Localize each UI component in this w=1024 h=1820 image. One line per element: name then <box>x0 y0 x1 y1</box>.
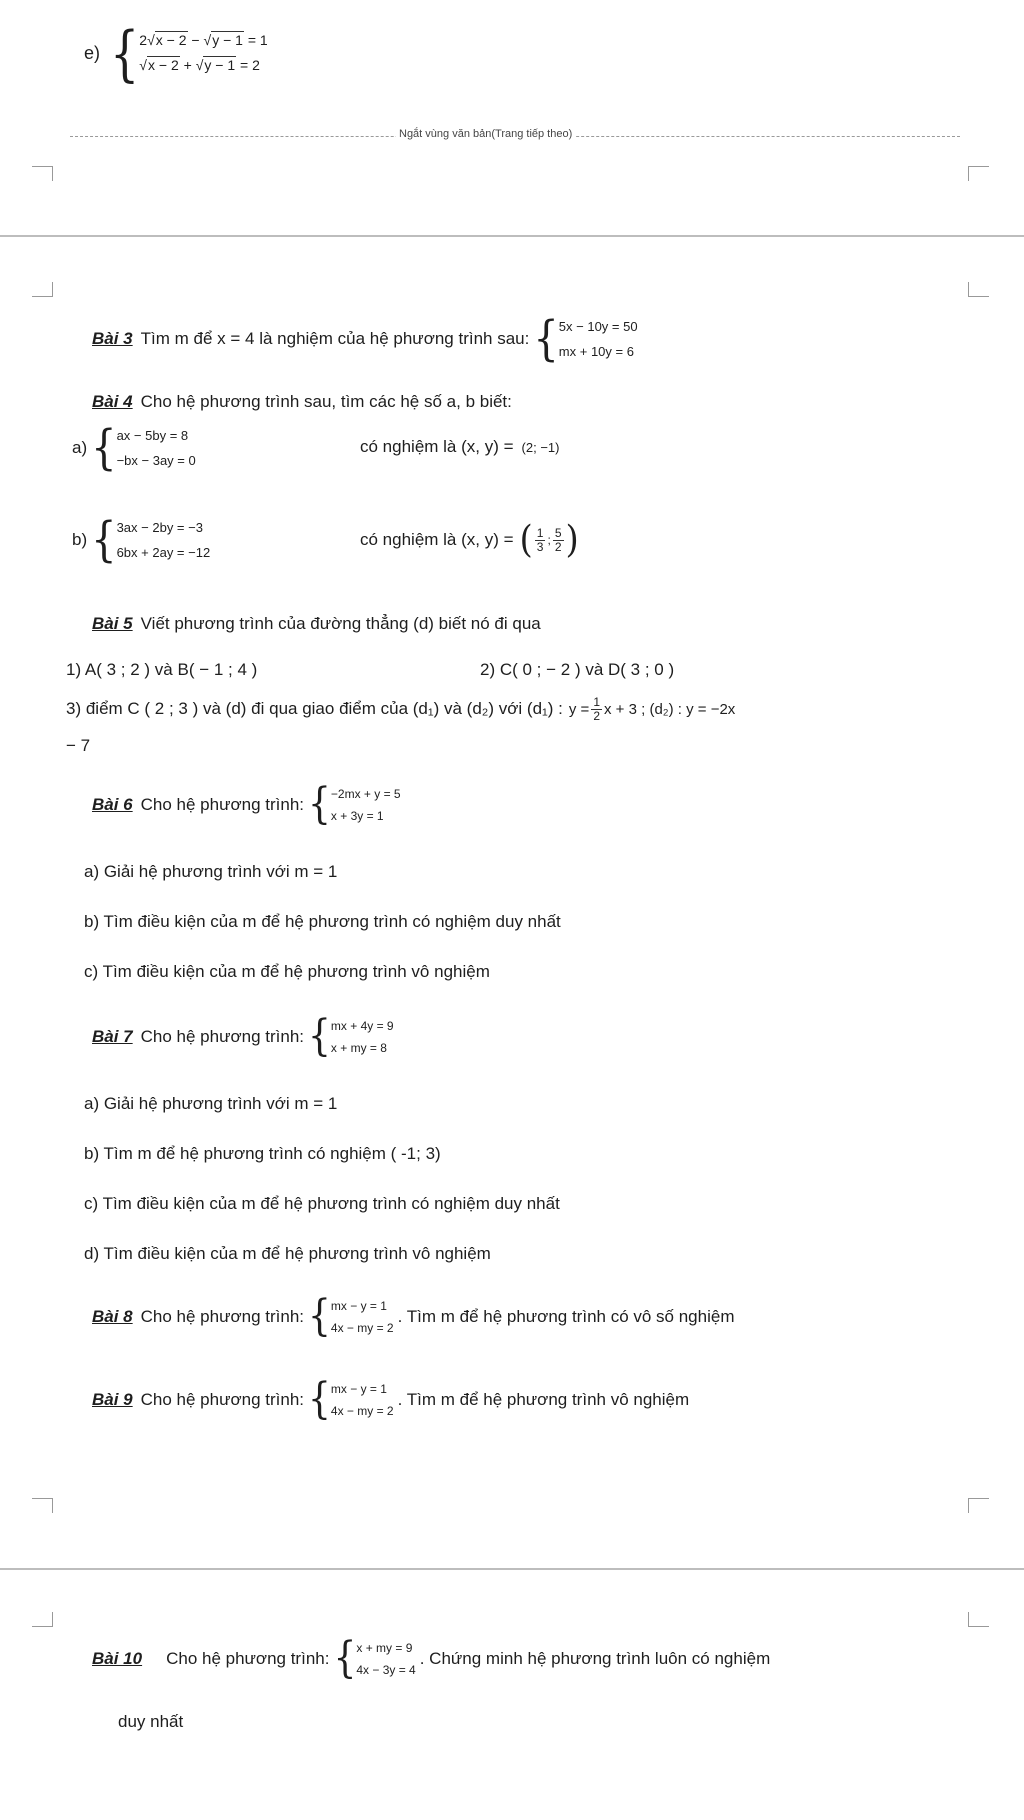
bai8-eq1: mx − y = 1 <box>330 1299 387 1313</box>
bai8-eq2: 4x − my = 2 <box>330 1321 394 1335</box>
bai10 <box>92 1632 770 1686</box>
bai4-a-solution: (2; −1) <box>521 439 560 455</box>
left-brace: { <box>308 779 331 829</box>
crop-mark <box>968 166 989 181</box>
left-brace: { <box>333 1633 357 1683</box>
bai10-tail: . Chứng minh hệ phương trình luôn có nghiệm <box>419 1649 771 1668</box>
bai8-tail: . Tìm m để hệ phương trình có vô số nghiệm <box>397 1307 735 1326</box>
bai7-text: Cho hệ phương trình: <box>140 1027 304 1046</box>
bai5-item3: 3) điểm C ( 2 ; 3 ) và (d) đi qua giao điểm của (d₁) và (d₂) với (d₁) : y = $\frac{1}{2}$ x + 3 ; (d₂) : y = −2x <box>66 694 736 723</box>
bai6-item-c: c) Tìm điều kiện của m để hệ phương trình vô nghiệm <box>84 962 490 981</box>
bai7-item-b: b) Tìm m để hệ phương trình có nghiệm ( -1; 3) <box>84 1144 441 1163</box>
bai4-b-frac1: $\frac{1}{3}$ <box>536 525 544 554</box>
bai9-eq1: mx − y = 1 <box>330 1382 387 1396</box>
bai3 <box>92 312 642 366</box>
bai4-a <box>72 420 200 476</box>
bai6-item-b: b) Tìm điều kiện của m để hệ phương trình có nghiệm duy nhất <box>84 912 561 931</box>
crop-mark <box>968 1612 989 1627</box>
left-brace: { <box>308 1291 331 1341</box>
bai4-b-eq1: 3ax − 2by = −3 <box>116 520 203 535</box>
bai4-text: Cho hệ phương trình sau, tìm các hệ số a, b biết: <box>140 392 512 411</box>
bai4-heading <box>92 389 512 415</box>
crop-mark <box>968 282 989 297</box>
left-brace: { <box>308 1374 331 1424</box>
left-brace: { <box>308 1011 331 1061</box>
bai4-a-label: a) <box>72 438 88 457</box>
bai4-b-condition: có nghiệm là (x, y) = ( $\frac{1}{3}$ ; $\frac{5}{2}$ ) <box>360 518 579 562</box>
crop-mark <box>32 1498 53 1513</box>
bai5-title: Bài 5 <box>92 614 133 633</box>
bai8 <box>92 1290 735 1344</box>
bai3-eq2: mx + 10y = 6 <box>558 344 634 359</box>
left-brace: { <box>533 311 559 367</box>
bai6-heading <box>92 778 405 832</box>
bai10-cont: duy nhất <box>118 1712 184 1731</box>
bai7-eq1: mx + 4y = 9 <box>330 1019 394 1033</box>
bai4-b-eq2: 6bx + 2ay = −12 <box>116 545 211 560</box>
bai7-item-c: c) Tìm điều kiện của m để hệ phương trình có nghiệm duy nhất <box>84 1194 560 1213</box>
bai6-eq2: x + 3y = 1 <box>330 809 384 823</box>
left-brace: { <box>91 420 117 476</box>
bai9-tail: . Tìm m để hệ phương trình vô nghiệm <box>397 1390 690 1409</box>
bai4-a-eq2: −bx − 3ay = 0 <box>116 453 196 468</box>
bai4-title: Bài 4 <box>92 392 133 411</box>
bai5-item3-cont: − 7 <box>66 736 91 755</box>
bai3-text: Tìm m để x = 4 là nghiệm của hệ phương trình sau: <box>140 329 530 348</box>
bai4-a-condition: có nghiệm là (x, y) = (2; −1) <box>360 437 560 456</box>
bai6-eq1: −2mx + y = 5 <box>330 787 401 801</box>
bai5-item2: 2) C( 0 ; − 2 ) và D( 3 ; 0 ) <box>480 660 675 679</box>
page-gap-divider <box>0 235 1024 237</box>
bai3-system <box>533 311 638 367</box>
bai10-text: Cho hệ phương trình: <box>166 1649 330 1668</box>
bai6-item-a: a) Giải hệ phương trình với m = 1 <box>84 862 338 881</box>
page-gap-divider <box>0 1568 1024 1570</box>
bai3-title: Bài 3 <box>92 329 133 348</box>
bai10-title: Bài 10 <box>92 1649 143 1668</box>
bai9 <box>92 1373 689 1427</box>
bai5-text: Viết phương trình của đường thẳng (d) biết nó đi qua <box>140 614 541 633</box>
bai9-text: Cho hệ phương trình: <box>140 1390 304 1409</box>
bai5-frac: $\frac{1}{2}$ <box>593 694 601 723</box>
part-e <box>84 17 272 89</box>
bai5-heading <box>92 611 541 637</box>
bai6-text: Cho hệ phương trình: <box>140 795 304 814</box>
bai10-eq1: x + my = 9 <box>356 1641 413 1655</box>
bai3-eq1: 5x − 10y = 50 <box>558 319 638 334</box>
bai10-eq2: 4x − 3y = 4 <box>356 1663 416 1677</box>
left-brace: { <box>110 17 140 89</box>
equation-e2: √x − 2 + √y − 1 = 2 <box>139 57 260 73</box>
bai7-title: Bài 7 <box>92 1027 133 1046</box>
section-break-label: Ngắt vùng văn bản(Trang tiếp theo) <box>396 128 575 140</box>
crop-mark <box>32 1612 53 1627</box>
crop-mark <box>968 1498 989 1513</box>
bai7-item-a: a) Giải hệ phương trình với m = 1 <box>84 1094 338 1113</box>
bai7-eq2: x + my = 8 <box>330 1041 387 1055</box>
equation-e1: 2√x − 2 − √y − 1 = 1 <box>139 32 268 48</box>
bai8-title: Bài 8 <box>92 1307 133 1326</box>
bai4-b-label: b) <box>72 530 88 549</box>
left-brace: { <box>91 512 117 568</box>
equation-system-e <box>110 17 268 89</box>
bai8-text: Cho hệ phương trình: <box>140 1307 304 1326</box>
bai6-title: Bài 6 <box>92 795 133 814</box>
bai4-b-frac2: $\frac{5}{2}$ <box>554 525 562 554</box>
bai7-heading <box>92 1010 398 1064</box>
part-e-label: e) <box>84 42 101 63</box>
bai5-item1: 1) A( 3 ; 2 ) và B( − 1 ; 4 ) <box>66 660 258 679</box>
crop-mark <box>32 166 53 181</box>
crop-mark <box>32 282 53 297</box>
bai9-eq2: 4x − my = 2 <box>330 1404 394 1418</box>
bai7-item-d: d) Tìm điều kiện của m để hệ phương trình vô nghiệm <box>84 1244 491 1263</box>
bai9-title: Bài 9 <box>92 1390 133 1409</box>
bai4-b <box>72 512 214 568</box>
bai4-a-eq1: ax − 5by = 8 <box>116 428 189 443</box>
